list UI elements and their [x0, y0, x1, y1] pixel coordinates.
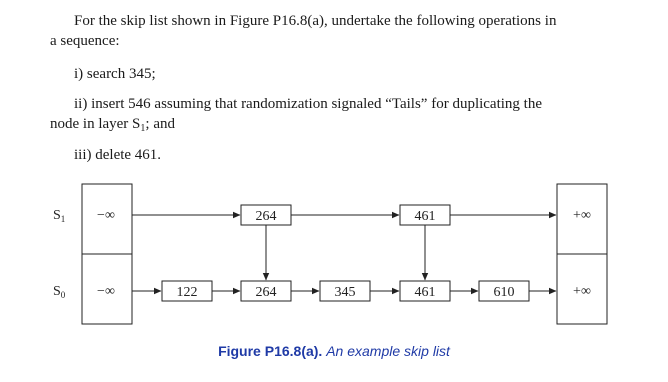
s0-node-610-label: 610	[493, 285, 515, 300]
s1-node-264-label: 264	[255, 209, 277, 224]
problem-intro-line-1: For the skip list shown in Figure P16.8(a), undertake the following operations in	[74, 13, 557, 29]
s0-node-122-label: 122	[176, 285, 198, 300]
figure-caption-text: An example skip list	[326, 343, 450, 359]
pos-inf-s1: +∞	[573, 208, 591, 223]
layer-label-s1: $S_1$	[53, 208, 66, 224]
layer-label-s0: $S_0$	[53, 284, 66, 300]
problem-step-1: i) search 345;	[74, 66, 156, 82]
s0-node-461-label: 461	[414, 285, 436, 300]
s1-node-461-label: 461	[414, 209, 436, 224]
step-2-text-pre: node in layer S	[50, 116, 141, 132]
figure-caption-label: Figure P16.8(a).	[218, 343, 323, 359]
problem-step-3: iii) delete 461.	[74, 147, 162, 163]
s0-node-345-label: 345	[334, 285, 356, 300]
problem-step-2-line-1: ii) insert 546 assuming that randomization signaled “Tails” for duplicating the	[74, 96, 543, 112]
s0-node-264-label: 264	[255, 285, 277, 300]
step-2-text-post: ; and	[145, 116, 175, 132]
problem-intro-line-2: a sequence:	[50, 33, 120, 49]
pos-inf-s0: +∞	[573, 284, 591, 299]
figure-caption	[0, 343, 668, 359]
step-2-layer-subscript: 1	[140, 123, 146, 134]
neg-inf-s1: −∞	[97, 208, 115, 223]
neg-inf-s0: −∞	[97, 284, 115, 299]
